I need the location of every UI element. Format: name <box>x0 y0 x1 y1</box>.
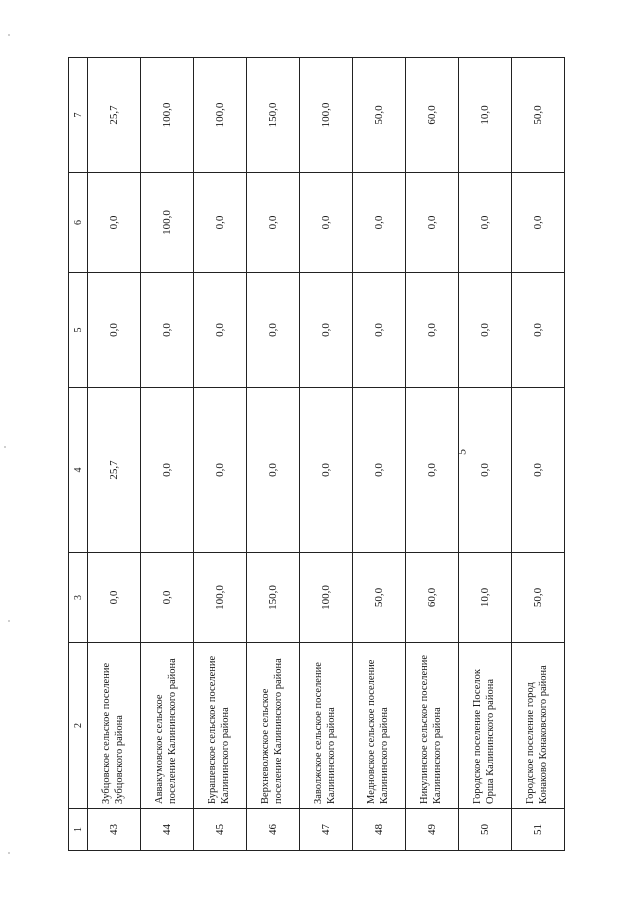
table-row <box>141 58 194 851</box>
settlement-name-cell: Зубцовское сельское поселение Зубцовского района <box>88 643 141 809</box>
value-cell-col7: 50,0 <box>512 58 565 173</box>
table-row <box>88 58 141 851</box>
scan-speck <box>8 852 10 854</box>
table-row <box>353 58 406 851</box>
column-header-5: 5 <box>69 273 88 388</box>
table-body <box>88 58 565 851</box>
value-cell-col5: 0,0 <box>512 273 565 388</box>
row-number-cell: 49 <box>406 809 459 851</box>
settlement-name-cell: Верхневолжское сельское поселение Калининского района <box>247 643 300 809</box>
table-row <box>459 58 512 851</box>
row-number-cell: 51 <box>512 809 565 851</box>
settlement-name-cell: Заволжское сельское поселение Калининского района <box>300 643 353 809</box>
value-cell-col4: 0,0 <box>512 388 565 553</box>
value-cell-col3: 100,0 <box>194 553 247 643</box>
value-cell-col4: 0,0 <box>194 388 247 553</box>
value-cell-col5: 0,0 <box>247 273 300 388</box>
value-cell-col3: 50,0 <box>353 553 406 643</box>
table-row <box>512 58 565 851</box>
value-cell-col3: 50,0 <box>512 553 565 643</box>
value-cell-col4: 0,0 <box>459 388 512 553</box>
row-number-cell: 44 <box>141 809 194 851</box>
row-number-cell: 48 <box>353 809 406 851</box>
table-row <box>300 58 353 851</box>
value-cell-col7: 100,0 <box>194 58 247 173</box>
scan-speck <box>4 446 6 448</box>
column-header-7: 7 <box>69 58 88 173</box>
column-header-6: 6 <box>69 173 88 273</box>
column-header-2: 2 <box>69 643 88 809</box>
value-cell-col4: 0,0 <box>247 388 300 553</box>
header-row <box>69 58 88 851</box>
value-cell-col6: 0,0 <box>459 173 512 273</box>
value-cell-col3: 10,0 <box>459 553 512 643</box>
row-number-cell: 47 <box>300 809 353 851</box>
row-number-cell: 46 <box>247 809 300 851</box>
value-cell-col6: 0,0 <box>300 173 353 273</box>
value-cell-col7: 60,0 <box>406 58 459 173</box>
row-number-cell: 50 <box>459 809 512 851</box>
value-cell-col7: 50,0 <box>353 58 406 173</box>
value-cell-col7: 100,0 <box>300 58 353 173</box>
value-cell-col4: 0,0 <box>353 388 406 553</box>
settlement-name-cell: Городское поселение Поселок Орша Калининского района <box>459 643 512 809</box>
value-cell-col4: 25,7 <box>88 388 141 553</box>
value-cell-col5: 0,0 <box>141 273 194 388</box>
value-cell-col6: 0,0 <box>88 173 141 273</box>
value-cell-col4: 0,0 <box>406 388 459 553</box>
value-cell-col3: 0,0 <box>88 553 141 643</box>
value-cell-col7: 25,7 <box>88 58 141 173</box>
rotated-table-container <box>68 58 558 851</box>
scan-speck <box>8 34 10 36</box>
settlement-name-cell: Бурашевское сельское поселение Калининского района <box>194 643 247 809</box>
value-cell-col6: 0,0 <box>512 173 565 273</box>
value-cell-col7: 10,0 <box>459 58 512 173</box>
value-cell-col7: 100,0 <box>141 58 194 173</box>
settlement-name-cell: Никулинское сельское поселение Калининского района <box>406 643 459 809</box>
value-cell-col5: 0,0 <box>194 273 247 388</box>
value-cell-col6: 0,0 <box>353 173 406 273</box>
value-cell-col6: 0,0 <box>406 173 459 273</box>
value-cell-col3: 0,0 <box>141 553 194 643</box>
data-table <box>68 57 565 851</box>
value-cell-col6: 100,0 <box>141 173 194 273</box>
row-number-cell: 43 <box>88 809 141 851</box>
value-cell-col3: 150,0 <box>247 553 300 643</box>
value-cell-col6: 0,0 <box>194 173 247 273</box>
value-cell-col3: 60,0 <box>406 553 459 643</box>
value-cell-col5: 0,0 <box>88 273 141 388</box>
value-cell-col5: 0,0 <box>300 273 353 388</box>
settlement-name-cell: Медновское сельское поселение Калининского района <box>353 643 406 809</box>
value-cell-col4: 0,0 <box>300 388 353 553</box>
value-cell-col3: 100,0 <box>300 553 353 643</box>
value-cell-col4: 0,0 <box>141 388 194 553</box>
row-number-cell: 45 <box>194 809 247 851</box>
value-cell-col5: 0,0 <box>353 273 406 388</box>
column-header-3: 3 <box>69 553 88 643</box>
page-number: 5 <box>454 449 469 455</box>
column-header-4: 4 <box>69 388 88 553</box>
settlement-name-cell: Аввакумовское сельское поселение Калининского района <box>141 643 194 809</box>
scan-speck <box>8 620 10 622</box>
value-cell-col5: 0,0 <box>459 273 512 388</box>
value-cell-col5: 0,0 <box>406 273 459 388</box>
column-header-1: 1 <box>69 809 88 851</box>
table-row <box>247 58 300 851</box>
table-row <box>406 58 459 851</box>
table-row <box>194 58 247 851</box>
value-cell-col7: 150,0 <box>247 58 300 173</box>
value-cell-col6: 0,0 <box>247 173 300 273</box>
settlement-name-cell: Городское поселение город Конаково Конаковского района <box>512 643 565 809</box>
